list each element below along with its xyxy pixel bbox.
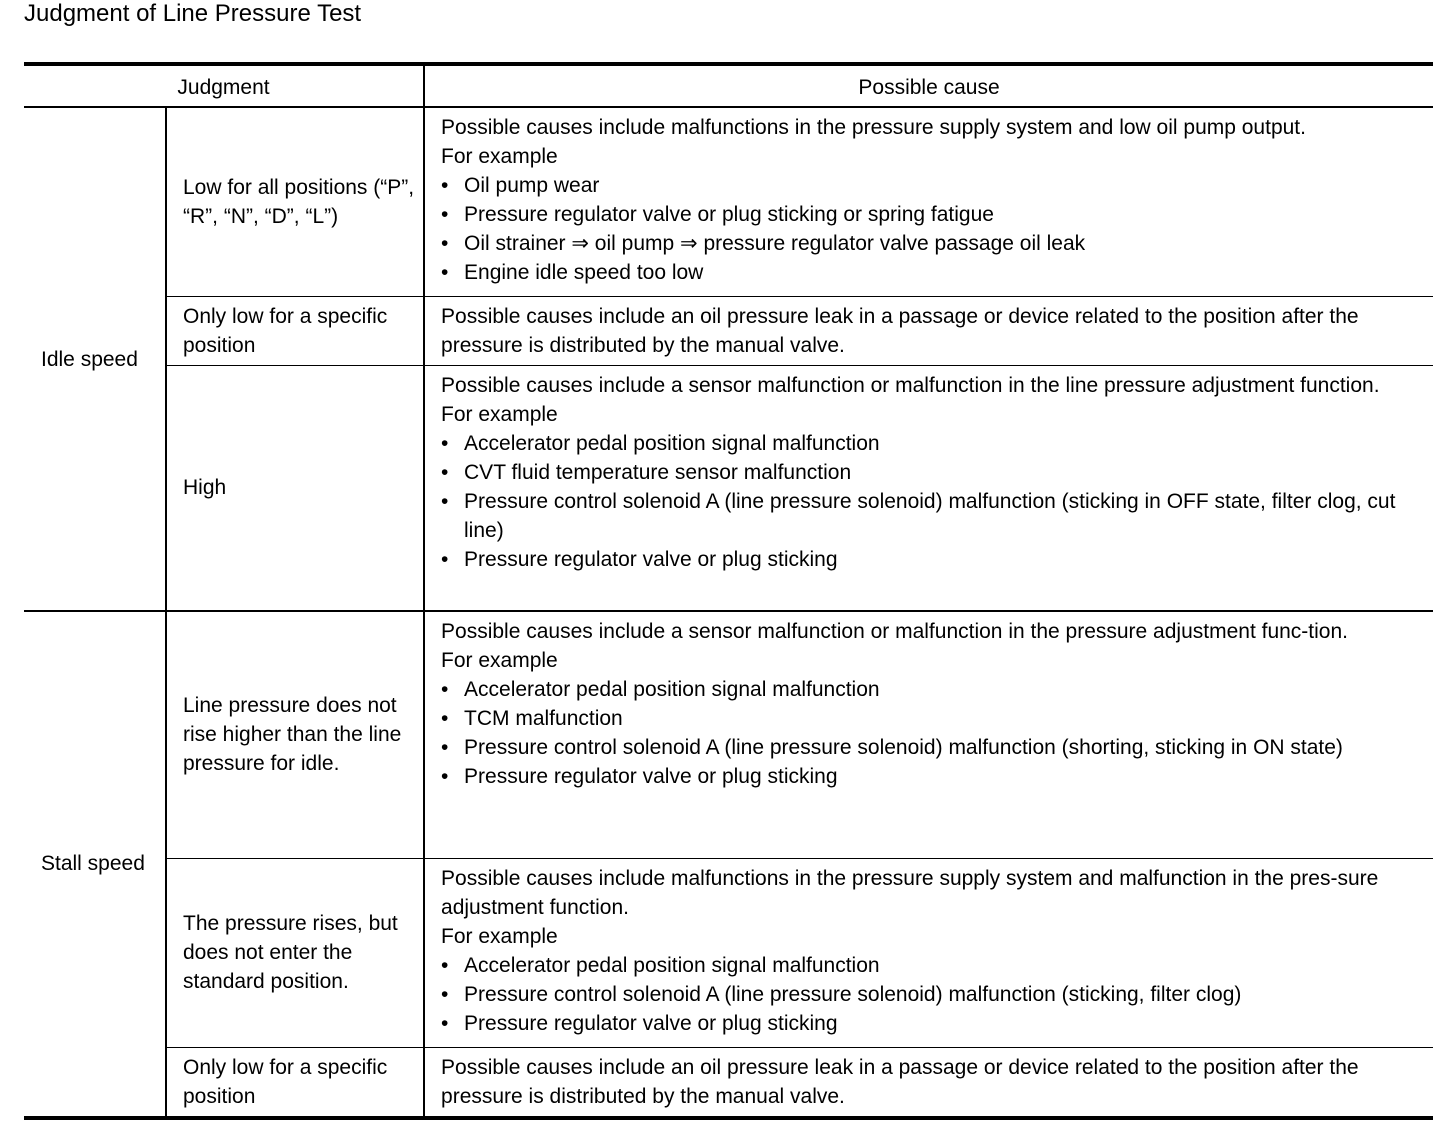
cause-list — [441, 171, 1423, 287]
bullet-icon: • — [441, 765, 449, 788]
cause-list — [441, 951, 1423, 1038]
possible-cause-column-header: Possible cause — [424, 64, 1433, 107]
for-example-label: For example — [441, 402, 558, 426]
bullet-icon: • — [441, 232, 449, 255]
cause-list — [441, 675, 1423, 791]
cause-item-text: Accelerator pedal position signal malfunction — [464, 431, 880, 455]
possible-cause-cell — [424, 365, 1433, 611]
judgment-cell: Only low for a specific position — [166, 296, 424, 365]
list-item — [441, 733, 1423, 762]
list-item — [441, 675, 1423, 704]
list-item — [441, 200, 1423, 229]
table-header-row — [24, 64, 1433, 107]
judgment-cell: The pressure rises, but does not enter the standard position. — [166, 858, 424, 1047]
cause-item-text: Pressure control solenoid A (line pressure solenoid) malfunction (sticking, filter clog) — [464, 982, 1242, 1006]
list-item — [441, 980, 1423, 1009]
judgment-cell: Only low for a specific position — [166, 1047, 424, 1118]
cause-item-text: Pressure regulator valve or plug sticking — [464, 547, 838, 571]
cause-item-text: Pressure control solenoid A (line pressure solenoid) malfunction (shorting, sticking in ON state) — [464, 736, 1343, 759]
cause-item-text: Accelerator pedal position signal malfunction — [464, 953, 880, 977]
table-row — [24, 1047, 1433, 1118]
cause-intro-text: Possible causes include an oil pressure leak in a passage or device related to the position after the pressure is distributed by the manual valve. — [441, 1055, 1359, 1108]
possible-cause-cell — [424, 611, 1433, 858]
bullet-icon: • — [441, 203, 449, 226]
list-item — [441, 458, 1423, 487]
cause-intro-text: Possible causes include malfunctions in the pressure supply system and malfunction in the pres-sure adjustment function. — [441, 866, 1379, 919]
cause-item-text: Accelerator pedal position signal malfunction — [464, 678, 880, 701]
judgment-column-header: Judgment — [24, 64, 424, 107]
bullet-icon: • — [441, 261, 449, 284]
cause-item-text: Pressure regulator valve or plug sticking or spring fatigue — [464, 203, 994, 226]
bullet-icon: • — [441, 174, 449, 197]
cause-item-text: Pressure regulator valve or plug sticking — [464, 765, 838, 788]
cause-item-text: TCM malfunction — [464, 707, 623, 730]
cause-intro-text: Possible causes include a sensor malfunction or malfunction in the line pressure adjustment function. — [441, 373, 1380, 397]
cause-intro-text: Possible causes include malfunctions in the pressure supply system and low oil pump output. — [441, 116, 1306, 139]
list-item — [441, 1009, 1423, 1038]
line-pressure-judgment-table — [24, 62, 1433, 1120]
page-title: Judgment of Line Pressure Test — [24, 0, 362, 27]
judgment-cell: Line pressure does not rise higher than the line pressure for idle. — [166, 611, 424, 858]
cause-item-text: Engine idle speed too low — [464, 261, 704, 284]
list-item — [441, 229, 1423, 258]
list-item — [441, 429, 1423, 458]
condition-cell: Idle speed — [24, 107, 166, 611]
bullet-icon: • — [441, 547, 449, 571]
possible-cause-cell — [424, 858, 1433, 1047]
possible-cause-cell — [424, 1047, 1433, 1118]
table-body — [24, 107, 1433, 1118]
bullet-icon: • — [441, 431, 449, 455]
cause-intro-text: Possible causes include a sensor malfunction or malfunction in the pressure adjustment func-tion. — [441, 620, 1348, 643]
table-row — [24, 107, 1433, 296]
table-row — [24, 858, 1433, 1047]
for-example-label: For example — [441, 649, 558, 672]
table-row — [24, 365, 1433, 611]
bullet-icon: • — [441, 707, 449, 730]
list-item — [441, 951, 1423, 980]
bullet-icon: • — [441, 982, 449, 1006]
cause-item-text: Pressure regulator valve or plug sticking — [464, 1011, 838, 1035]
bullet-icon: • — [441, 460, 449, 484]
for-example-label: For example — [441, 924, 558, 948]
table-row — [24, 296, 1433, 365]
bullet-icon: • — [441, 1011, 449, 1035]
cause-item-text: Oil pump wear — [464, 174, 600, 197]
cause-list — [441, 429, 1423, 574]
cause-intro-text: Possible causes include an oil pressure leak in a passage or device related to the position after the pressure is distributed by the manual valve. — [441, 304, 1359, 357]
list-item — [441, 487, 1423, 545]
bullet-icon: • — [441, 489, 449, 513]
list-item — [441, 545, 1423, 574]
list-item — [441, 704, 1423, 733]
judgment-cell: Low for all positions (“P”, “R”, “N”, “D”, “L”) — [166, 107, 424, 296]
possible-cause-cell — [424, 107, 1433, 296]
cause-item-text: CVT fluid temperature sensor malfunction — [464, 460, 852, 484]
bullet-icon: • — [441, 953, 449, 977]
judgment-cell: High — [166, 365, 424, 611]
cause-item-text: Oil strainer ⇒ oil pump ⇒ pressure regulator valve passage oil leak — [464, 232, 1086, 255]
possible-cause-cell — [424, 296, 1433, 365]
condition-cell: Stall speed — [24, 611, 166, 1118]
table-row — [24, 611, 1433, 858]
for-example-label: For example — [441, 145, 558, 168]
bullet-icon: • — [441, 736, 449, 759]
list-item — [441, 258, 1423, 287]
list-item — [441, 171, 1423, 200]
bullet-icon: • — [441, 678, 449, 701]
list-item — [441, 762, 1423, 791]
cause-item-text: Pressure control solenoid A (line pressure solenoid) malfunction (sticking in OFF state, filter clog, cut line) — [464, 489, 1396, 542]
